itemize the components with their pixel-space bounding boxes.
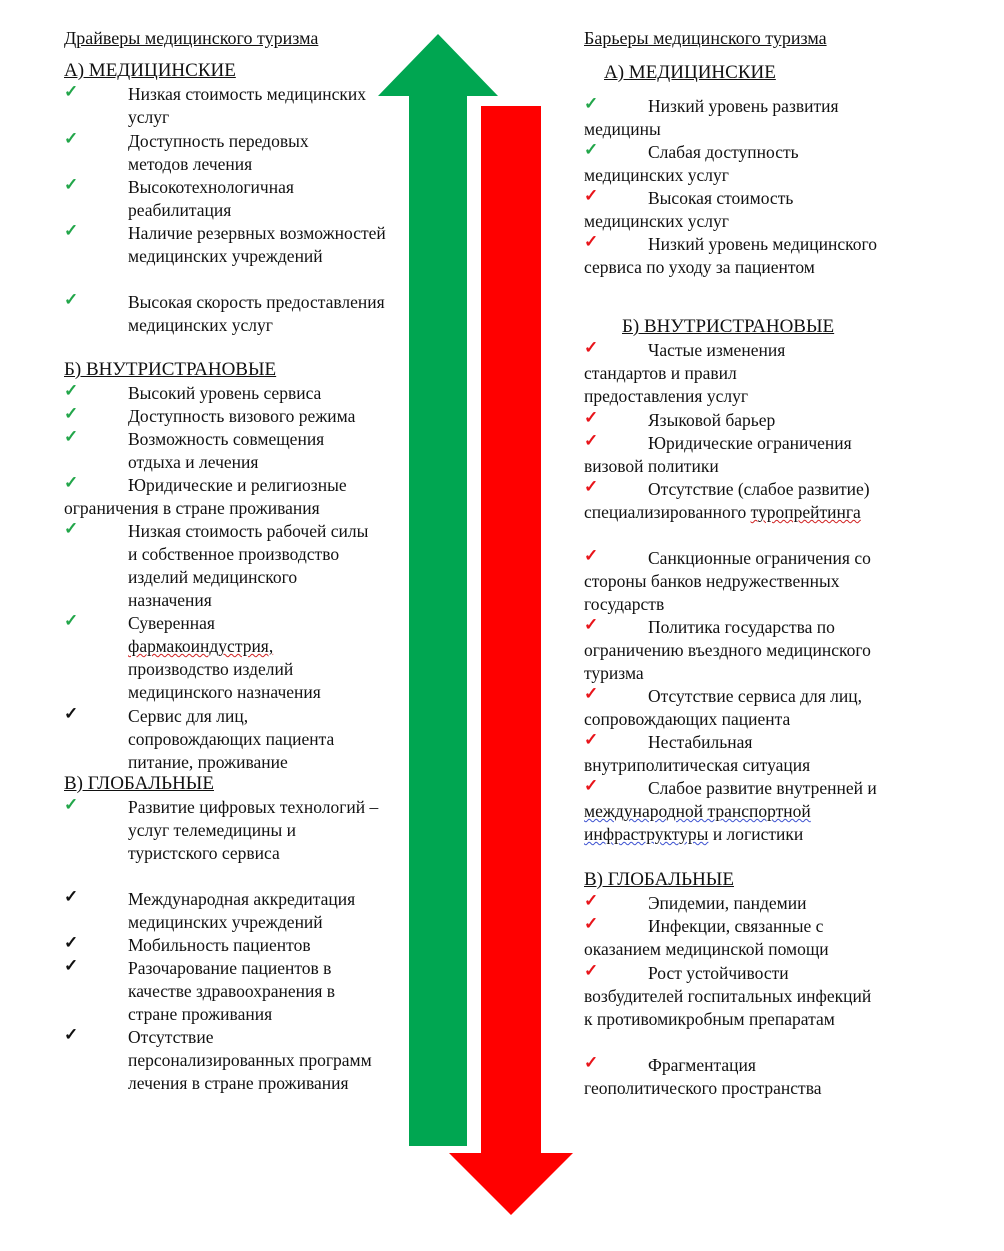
barrier-item: Слабая доступность медицинских услуг <box>584 142 799 185</box>
check-icon: ✓ <box>64 381 79 400</box>
check-icon: ✓ <box>64 427 79 446</box>
check-icon: ✓ <box>584 232 599 251</box>
driver-item-continuation: ограничения в стране проживания <box>64 498 320 518</box>
check-icon: ✓ <box>584 431 599 450</box>
barrier-item: Высокая стоимость медицинских услуг <box>584 188 794 231</box>
check-icon: ✓ <box>64 473 79 492</box>
check-icon: ✓ <box>64 519 79 538</box>
barrier-item: Рост устойчивости возбудителей госпитальных инфекций к противомикробным препаратам <box>584 963 872 1029</box>
driver-item: Низкая стоимость медицинских услуг <box>128 84 367 127</box>
check-icon: ✓ <box>584 477 599 496</box>
barriers-section-global: В) ГЛОБАЛЬНЫЕ <box>584 869 734 890</box>
barrier-item: Нестабильная внутриполитическая ситуация <box>584 732 811 775</box>
driver-item: Юридические и религиозные <box>128 475 347 495</box>
driver-item: Отсутствие персонализированных программ лечения в стране проживания <box>128 1027 372 1093</box>
barriers-title: Барьеры медицинского туризма <box>584 28 827 48</box>
check-icon: ✓ <box>64 129 79 148</box>
driver-item: Разочарование пациентов в качестве здравоохранения в стране проживания <box>128 958 336 1024</box>
barrier-item: Слабое развитие внутренней и международной транспортной инфраструктуры и логистики <box>584 778 877 844</box>
driver-item: Высокий уровень сервиса <box>128 383 322 403</box>
check-icon: ✓ <box>64 82 79 101</box>
check-icon: ✓ <box>64 704 79 723</box>
drivers-section-global: В) ГЛОБАЛЬНЫЕ <box>64 773 214 794</box>
check-icon: ✓ <box>584 546 599 565</box>
driver-item: Возможность совмещения отдыха и лечения <box>128 429 325 472</box>
barrier-item: Низкий уровень развития медицины <box>584 96 839 139</box>
barrier-item: Политика государства по ограничению въездного медицинского туризма <box>584 617 871 683</box>
check-icon: ✓ <box>584 615 599 634</box>
check-icon: ✓ <box>64 933 79 952</box>
check-icon: ✓ <box>64 221 79 240</box>
check-icon: ✓ <box>584 94 599 113</box>
check-icon: ✓ <box>584 186 599 205</box>
driver-item: Мобильность пациентов <box>128 935 311 955</box>
check-icon: ✓ <box>584 914 599 933</box>
barrier-item: Низкий уровень медицинского сервиса по уходу за пациентом <box>584 234 878 277</box>
drivers-title: Драйверы медицинского туризма <box>64 28 319 48</box>
driver-item: Международная аккредитация медицинских учреждений <box>128 889 356 932</box>
check-icon: ✓ <box>64 611 79 630</box>
barrier-item: Отсутствие (слабое развитие) специализированного туропрейтинга <box>584 479 870 522</box>
barrier-item: Отсутствие сервиса для лиц, сопровождающих пациента <box>584 686 862 729</box>
check-icon: ✓ <box>64 175 79 194</box>
check-icon: ✓ <box>64 956 79 975</box>
red-down-arrow <box>449 106 573 1215</box>
barrier-item: Инфекции, связанные с оказанием медицинской помощи <box>584 916 829 959</box>
driver-item: Высокотехнологичная реабилитация <box>128 177 294 220</box>
check-icon: ✓ <box>64 290 79 309</box>
barrier-item: Языковой барьер <box>648 410 776 430</box>
barrier-item: Санкционные ограничения со стороны банков недружественных государств <box>584 548 871 614</box>
barriers-section-medical: А) МЕДИЦИНСКИЕ <box>604 62 776 83</box>
check-icon: ✓ <box>584 776 599 795</box>
barriers-section-domestic: Б) ВНУТРИСТРАНОВЫЕ <box>622 316 835 337</box>
check-icon: ✓ <box>584 338 599 357</box>
check-icon: ✓ <box>64 795 79 814</box>
check-icon: ✓ <box>584 961 599 980</box>
driver-item: Доступность визового режима <box>128 406 356 426</box>
barrier-item: Фрагментация геополитического пространства <box>584 1055 822 1098</box>
check-icon: ✓ <box>584 1053 599 1072</box>
check-icon: ✓ <box>64 887 79 906</box>
check-icon: ✓ <box>584 730 599 749</box>
check-icon: ✓ <box>584 891 599 910</box>
check-icon: ✓ <box>64 404 79 423</box>
green-up-arrow <box>378 34 498 1146</box>
driver-item: Сервис для лиц, сопровождающих пациента питание, проживание <box>128 706 335 772</box>
driver-item: Наличие резервных возможностей медицинских учреждений <box>128 223 386 266</box>
check-icon: ✓ <box>64 1025 79 1044</box>
driver-item: Суверенная фармакоиндустрия, производство изделий медицинского назначения <box>128 613 321 702</box>
barrier-item: Эпидемии, пандемии <box>648 893 807 913</box>
check-icon: ✓ <box>584 140 599 159</box>
drivers-section-domestic: Б) ВНУТРИСТРАНОВЫЕ <box>64 359 277 380</box>
barrier-item: Юридические ограничения визовой политики <box>584 433 852 476</box>
barrier-item: Частые изменения стандартов и правил предоставления услуг <box>584 340 786 406</box>
check-icon: ✓ <box>584 684 599 703</box>
driver-item: Низкая стоимость рабочей силы и собственное производство изделий медицинского назначения <box>128 521 369 610</box>
driver-item: Высокая скорость предоставления медицинских услуг <box>128 292 385 335</box>
driver-item: Развитие цифровых технологий – услуг телемедицины и туристского сервиса <box>128 797 379 863</box>
check-icon: ✓ <box>584 408 599 427</box>
driver-item: Доступность передовых методов лечения <box>128 131 309 174</box>
drivers-section-medical: А) МЕДИЦИНСКИЕ <box>64 60 236 81</box>
